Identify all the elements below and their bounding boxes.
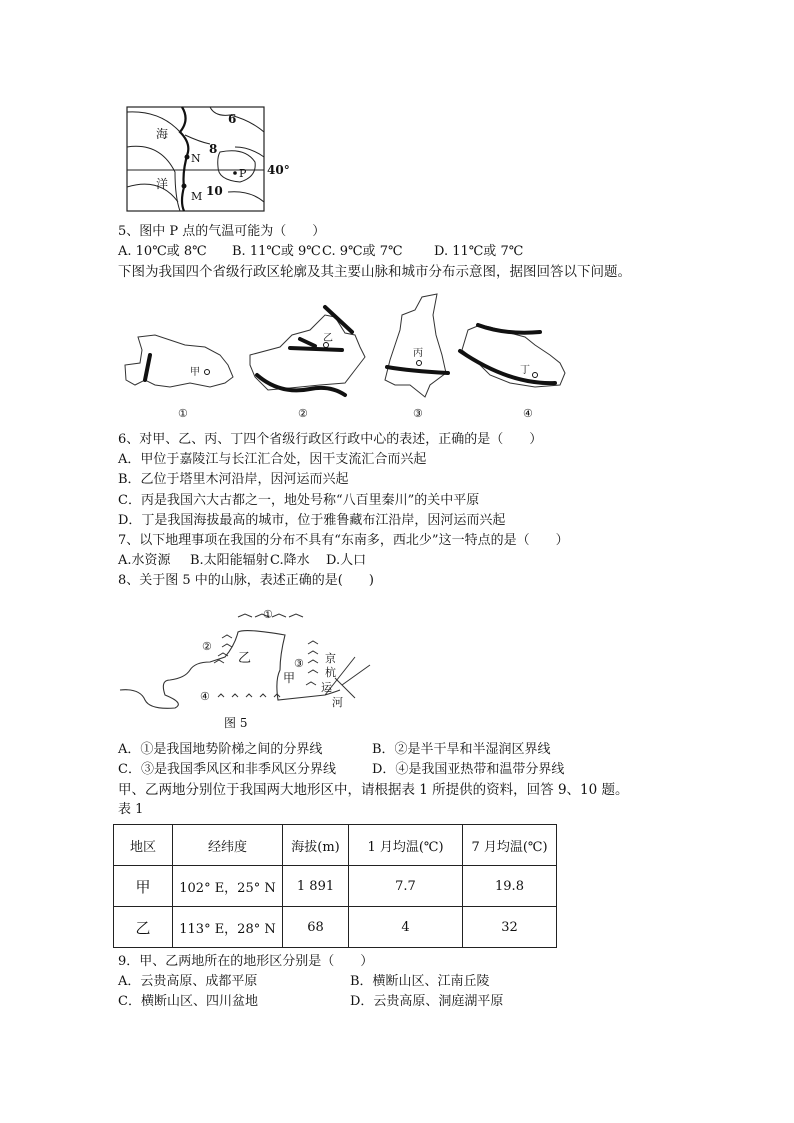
cell-coordinates: 102° E，25° N (173, 866, 283, 907)
intro-provinces: 下图为我国四个省级行政区轮廓及其主要山脉和城市分布示意图，据图回答以下问题。 (118, 264, 631, 280)
label-ocean: 洋 (156, 177, 169, 191)
header-jan-temp: 1 月均温(℃) (349, 825, 463, 866)
q8-option-b: B．②是半干旱和半湿润区界线 (372, 742, 551, 757)
header-altitude: 海拔(m) (283, 825, 349, 866)
q8-option-a: A．①是我国地势阶梯之间的分界线 (118, 742, 323, 757)
q9-option-d: D．云贵高原、洞庭湖平原 (350, 994, 504, 1009)
q8-option-c: C．③是我国季风区和非季风区分界线 (118, 762, 336, 777)
city-bing: 丙 (413, 348, 423, 359)
cell-jan-temp: 4 (349, 907, 463, 948)
q7-stem: 7、以下地理事项在我国的分布不具有“东南多，西北少”这一特点的是（ ） (118, 533, 569, 548)
latitude-label: 40° (267, 163, 290, 177)
cell-region: 乙 (114, 907, 173, 948)
q9-option-c: C．横断山区、四川盆地 (118, 994, 258, 1009)
header-region: 地区 (114, 825, 173, 866)
q9-option-a: A．云贵高原、成都平原 (118, 974, 258, 989)
cell-jan-temp: 7.7 (349, 866, 463, 907)
mountain-2-label: ② (202, 640, 212, 653)
cell-coordinates: 113° E，28° N (173, 907, 283, 948)
q7-option-a: A.水资源 (118, 553, 171, 568)
figure-5-caption: 图 5 (224, 716, 248, 730)
isotherm-8: 8 (209, 142, 218, 156)
q6-option-b: B．乙位于塔里木河沿岸，因河运而兴起 (118, 472, 349, 487)
canal-char-1: 京 (325, 652, 336, 665)
point-n: N (191, 152, 201, 165)
cell-jul-temp: 19.8 (463, 866, 557, 907)
q5-option-b: B. 11℃或 9℃ (232, 244, 321, 259)
province-3-label: ③ (413, 407, 423, 420)
header-jul-temp: 7 月均温(℃) (463, 825, 557, 866)
label-yi: 乙 (238, 651, 252, 666)
header-coordinates: 经纬度 (173, 825, 283, 866)
q6-stem: 6、对甲、乙、丙、丁四个省级行政区行政中心的表述，正确的是（ ） (118, 432, 543, 447)
q7-option-b: B.太阳能辐射 (190, 553, 269, 568)
point-m: M (191, 190, 203, 203)
q5-stem: 5、图中 P 点的气温可能为（ ） (118, 224, 326, 239)
table-row (114, 907, 557, 948)
table-caption: 表 1 (118, 802, 144, 817)
q7-option-d: D.人口 (326, 553, 367, 568)
q5-option-d: D. 11℃或 7℃ (434, 244, 524, 259)
figure-5-map (110, 600, 390, 735)
q6-option-c: C．丙是我国六大古都之一，地处号称“八百里秦川”的关中平原 (118, 493, 480, 508)
label-sea: 海 (156, 127, 169, 141)
isotherm-map (120, 102, 320, 217)
canal-char-3: 运 (321, 681, 332, 694)
climate-table (113, 824, 557, 948)
city-jia: 甲 (190, 367, 200, 378)
q8-option-d: D．④是我国亚热带和温带分界线 (372, 762, 565, 777)
table-header-row (114, 825, 557, 866)
provinces-map (110, 285, 590, 425)
province-4-label: ④ (523, 407, 533, 420)
intro-table: 甲、乙两地分别位于我国两大地形区中，请根据表 1 所提供的资料，回答 9、10 题。 (118, 782, 629, 798)
province-1-label: ① (178, 407, 188, 420)
q5-option-c: C. 9℃或 7℃ (322, 244, 403, 259)
city-yi: 乙 (323, 333, 333, 344)
city-ding: 丁 (520, 365, 530, 376)
q7-option-c: C.降水 (270, 553, 310, 568)
label-jia: 甲 (283, 671, 296, 685)
cell-jul-temp: 32 (463, 907, 557, 948)
q5-option-a: A. 10℃或 8℃ (118, 244, 207, 259)
cell-region: 甲 (114, 866, 173, 907)
table-row (114, 866, 557, 907)
point-p: P (239, 167, 247, 180)
q6-option-a: A．甲位于嘉陵江与长江汇合处，因干支流汇合而兴起 (118, 452, 427, 467)
cell-altitude: 1 891 (283, 866, 349, 907)
cell-altitude: 68 (283, 907, 349, 948)
isotherm-10: 10 (206, 184, 223, 198)
isotherm-6: 6 (228, 112, 237, 126)
q8-stem: 8、关于图 5 中的山脉，表述正确的是( ) (118, 573, 374, 588)
province-2-label: ② (298, 407, 308, 420)
canal-char-4: 河 (332, 696, 343, 709)
q6-option-d: D．丁是我国海拔最高的城市，位于雅鲁藏布江沿岸，因河运而兴起 (118, 513, 506, 528)
q9-stem: 9．甲、乙两地所在的地形区分别是（ ） (118, 954, 374, 969)
q9-option-b: B．横断山区、江南丘陵 (350, 974, 490, 989)
mountain-3-label: ③ (294, 657, 304, 670)
mountain-1-label: ① (263, 608, 273, 621)
mountain-4-label: ④ (200, 690, 210, 703)
canal-char-2: 杭 (325, 666, 336, 679)
